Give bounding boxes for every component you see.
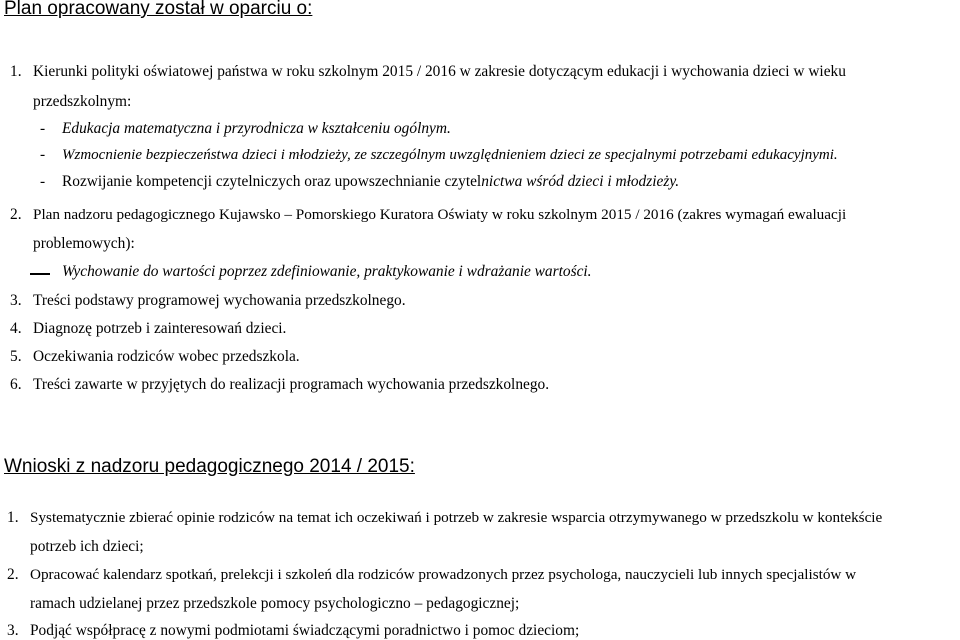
plan-item-1-dash-3: - (40, 173, 46, 190)
conclusion-2-line-1: Opracować kalendarz spotkań, prelekcji i szkoleń dla rodziców prowadzonych przez psychologa, nauczycieli lub innych specjalistów w (30, 566, 857, 583)
plan-item-6-number: 6. (10, 376, 22, 393)
plan-item-1-dash-2: - (40, 146, 46, 163)
plan-item-1-line-1: Kierunki polityki oświatowej państwa w roku szkolnym 2015 / 2016 w zakresie dotyczącym edukacji i wychowania dzieci w wieku (33, 63, 846, 80)
plan-item-5-number: 5. (10, 348, 22, 365)
plan-item-1-sub-3-italic: nictwa wśród dzieci i młodzieży. (481, 173, 680, 190)
plan-item-4-text: Diagnozę potrzeb i zainteresowań dzieci. (33, 320, 287, 337)
plan-item-5-text: Oczekiwania rodziców wobec przedszkola. (33, 348, 300, 365)
plan-item-1-sub-3 (62, 173, 679, 191)
plan-item-4-number: 4. (10, 320, 22, 337)
plan-item-3-text: Treści podstawy programowej wychowania przedszkolnego. (33, 292, 406, 309)
heading-supervision-conclusions: Wnioski z nadzoru pedagogicznego 2014 / 2015: (4, 456, 415, 477)
plan-item-2-line-1: Plan nadzoru pedagogicznego Kujawsko – Pomorskiego Kuratora Oświaty w roku szkolnym 2015 / 2016 (zakres wymagań ewaluacji (33, 206, 847, 223)
plan-item-2-line-2: problemowych): (33, 235, 135, 252)
plan-item-2-number: 2. (10, 206, 22, 223)
plan-item-1-sub-3-normal: Rozwijanie kompetencji czytelniczych oraz upowszechnianie czytel (62, 173, 482, 190)
plan-item-1-sub-1: Edukacja matematyczna i przyrodnicza w kształceniu ogólnym. (62, 120, 451, 137)
plan-item-1-number: 1. (10, 63, 22, 80)
plan-item-1-line-2: przedszkolnym: (33, 93, 132, 110)
plan-item-3-number: 3. (10, 292, 22, 309)
conclusion-3-line-1: Podjąć współpracę z nowymi podmiotami świadczącymi poradnictwo i pomoc dzieciom; (30, 622, 580, 639)
plan-item-1-dash-1: - (40, 120, 46, 137)
heading-plan-sources: Plan opracowany został w oparciu o: (4, 0, 313, 19)
plan-item-1-sub-2: Wzmocnienie bezpieczeństwa dzieci i młodzieży, ze szczególnym uwzględnieniem dzieci ze specjalnymi potrzebami edukacyjnymi. (62, 147, 838, 163)
plan-item-6-text: Treści zawarte w przyjętych do realizacji programach wychowania przedszkolnego. (33, 376, 550, 393)
conclusion-1-number: 1. (7, 509, 19, 526)
conclusion-1-line-2: potrzeb ich dzieci; (30, 538, 144, 555)
conclusion-3-number: 3. (7, 622, 19, 639)
conclusion-1-line-1: Systematycznie zbierać opinie rodziców na temat ich oczekiwań i potrzeb w zakresie wsparcia otrzymywanego w przedszkolu w kontekście (30, 509, 883, 526)
conclusion-2-line-2: ramach udzielanej przez przedszkole pomocy psychologiczno – pedagogicznej; (30, 595, 520, 612)
plan-item-2-sub: Wychowanie do wartości poprzez zdefiniowanie, praktykowanie i wdrażanie wartości. (62, 263, 592, 280)
conclusion-2-number: 2. (7, 566, 19, 583)
plan-item-2-dash-bar (30, 273, 50, 275)
